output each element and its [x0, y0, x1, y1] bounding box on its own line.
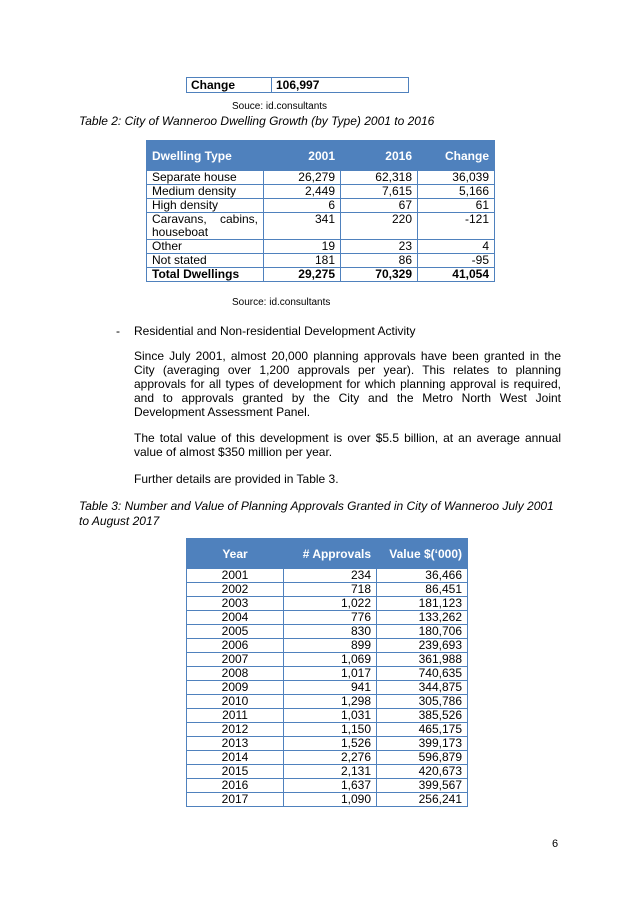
- approvals-cell: 941: [284, 681, 377, 695]
- table3-caption: Table 3: Number and Value of Planning Approvals Granted in City of Wanneroo July 2001 to August 2017: [79, 499, 554, 528]
- column-header: 2001: [264, 141, 341, 171]
- approvals-cell: 1,022: [284, 597, 377, 611]
- table-row: [187, 597, 468, 611]
- source-note-2: Source: id.consultants: [232, 297, 331, 308]
- year-cell: 2015: [187, 765, 284, 779]
- year-cell: 2001: [187, 569, 284, 583]
- table-row: [147, 213, 495, 240]
- column-header: # Approvals: [284, 539, 377, 569]
- value-cell: 181: [264, 254, 341, 268]
- value-cell: 26,279: [264, 171, 341, 185]
- approvals-cell: 1,298: [284, 695, 377, 709]
- value-cell: 6: [264, 199, 341, 213]
- value-cell: 344,875: [377, 681, 468, 695]
- table-row: [187, 709, 468, 723]
- change-row: [187, 78, 409, 93]
- year-cell: 2003: [187, 597, 284, 611]
- column-header: 2016: [341, 141, 418, 171]
- page-number: 6: [552, 838, 559, 850]
- value-cell: 62,318: [341, 171, 418, 185]
- planning-approvals-table: [186, 538, 468, 807]
- value-cell: 181,123: [377, 597, 468, 611]
- column-header: Change: [418, 141, 495, 171]
- approvals-cell: 234: [284, 569, 377, 583]
- table-row: [187, 695, 468, 709]
- year-cell: 2013: [187, 737, 284, 751]
- value-cell: 220: [341, 213, 418, 240]
- table-row: [147, 268, 495, 282]
- table-row: [147, 171, 495, 185]
- value-cell: 740,635: [377, 667, 468, 681]
- source-note-1: Souce: id.consultants: [232, 101, 328, 112]
- section-heading: Residential and Non-residential Development Activity: [134, 324, 416, 338]
- year-cell: 2002: [187, 583, 284, 597]
- value-cell: 7,615: [341, 185, 418, 199]
- value-cell: 70,329: [341, 268, 418, 282]
- value-cell: -95: [418, 254, 495, 268]
- dwelling-growth-table: [146, 140, 495, 282]
- approvals-cell: 1,069: [284, 653, 377, 667]
- table-row: [187, 723, 468, 737]
- table-row: [187, 569, 468, 583]
- column-header: Value $(‘000): [377, 539, 468, 569]
- approvals-cell: 776: [284, 611, 377, 625]
- approvals-cell: 899: [284, 639, 377, 653]
- dwelling-type-cell: Caravans, cabins, houseboat: [147, 213, 264, 240]
- value-cell: 180,706: [377, 625, 468, 639]
- table-row: [147, 254, 495, 268]
- table-row: [147, 240, 495, 254]
- table-row: [187, 667, 468, 681]
- change-summary-table: [186, 77, 409, 93]
- value-cell: 256,241: [377, 793, 468, 807]
- value-cell: 61: [418, 199, 495, 213]
- dwelling-type-cell: Separate house: [147, 171, 264, 185]
- table-row: [187, 625, 468, 639]
- value-cell: 86: [341, 254, 418, 268]
- value-cell: 23: [341, 240, 418, 254]
- value-cell: 133,262: [377, 611, 468, 625]
- approvals-cell: 1,031: [284, 709, 377, 723]
- table-header-row: [187, 539, 468, 569]
- year-cell: 2010: [187, 695, 284, 709]
- value-cell: 2,449: [264, 185, 341, 199]
- dwelling-type-cell: Not stated: [147, 254, 264, 268]
- year-cell: 2004: [187, 611, 284, 625]
- paragraph: Further details are provided in Table 3.: [134, 472, 339, 486]
- change-value: 106,997: [272, 78, 409, 93]
- paragraph: Since July 2001, almost 20,000 planning approvals have been granted in the City (averaging over 1,200 approvals per year). This relates to planning approvals for all types of development for which planning approval is required, and to approvals granted by the City and the Metro North West Joint Development Assessment Panel.: [134, 349, 561, 419]
- year-cell: 2005: [187, 625, 284, 639]
- approvals-cell: 1,150: [284, 723, 377, 737]
- value-cell: 596,879: [377, 751, 468, 765]
- approvals-cell: 2,276: [284, 751, 377, 765]
- value-cell: 385,526: [377, 709, 468, 723]
- value-cell: 36,039: [418, 171, 495, 185]
- value-cell: 29,275: [264, 268, 341, 282]
- year-cell: 2016: [187, 779, 284, 793]
- value-cell: 19: [264, 240, 341, 254]
- year-cell: 2007: [187, 653, 284, 667]
- value-cell: 420,673: [377, 765, 468, 779]
- value-cell: 399,173: [377, 737, 468, 751]
- year-cell: 2008: [187, 667, 284, 681]
- value-cell: 86,451: [377, 583, 468, 597]
- value-cell: 36,466: [377, 569, 468, 583]
- table-row: [187, 653, 468, 667]
- value-cell: 4: [418, 240, 495, 254]
- dwelling-type-cell: Medium density: [147, 185, 264, 199]
- table-row: [187, 793, 468, 807]
- change-label: Change: [187, 78, 272, 93]
- dwelling-type-cell: Other: [147, 240, 264, 254]
- dwelling-type-cell: Total Dwellings: [147, 268, 264, 282]
- value-cell: 399,567: [377, 779, 468, 793]
- value-cell: 5,166: [418, 185, 495, 199]
- bullet-marker: -: [116, 324, 120, 338]
- table-row: [147, 199, 495, 213]
- value-cell: 361,988: [377, 653, 468, 667]
- year-cell: 2011: [187, 709, 284, 723]
- dwelling-type-cell: High density: [147, 199, 264, 213]
- value-cell: 239,693: [377, 639, 468, 653]
- value-cell: 305,786: [377, 695, 468, 709]
- table-row: [187, 681, 468, 695]
- column-header: Dwelling Type: [147, 141, 264, 171]
- table-row: [187, 765, 468, 779]
- approvals-cell: 830: [284, 625, 377, 639]
- table-row: [187, 737, 468, 751]
- table2-caption: Table 2: City of Wanneroo Dwelling Growth (by Type) 2001 to 2016: [79, 114, 435, 128]
- approvals-cell: 2,131: [284, 765, 377, 779]
- table-row: [187, 639, 468, 653]
- value-cell: 41,054: [418, 268, 495, 282]
- table-row: [187, 751, 468, 765]
- table-row: [187, 779, 468, 793]
- table-row: [187, 583, 468, 597]
- year-cell: 2009: [187, 681, 284, 695]
- year-cell: 2017: [187, 793, 284, 807]
- approvals-cell: 1,526: [284, 737, 377, 751]
- value-cell: 67: [341, 199, 418, 213]
- year-cell: 2012: [187, 723, 284, 737]
- value-cell: 341: [264, 213, 341, 240]
- paragraph: The total value of this development is over $5.5 billion, at an average annual value of almost $350 million per year.: [134, 431, 561, 459]
- approvals-cell: 1,637: [284, 779, 377, 793]
- column-header: Year: [187, 539, 284, 569]
- approvals-cell: 1,090: [284, 793, 377, 807]
- table-row: [147, 185, 495, 199]
- year-cell: 2014: [187, 751, 284, 765]
- approvals-cell: 718: [284, 583, 377, 597]
- table-header-row: [147, 141, 495, 171]
- table-row: [187, 611, 468, 625]
- value-cell: -121: [418, 213, 495, 240]
- value-cell: 465,175: [377, 723, 468, 737]
- approvals-cell: 1,017: [284, 667, 377, 681]
- year-cell: 2006: [187, 639, 284, 653]
